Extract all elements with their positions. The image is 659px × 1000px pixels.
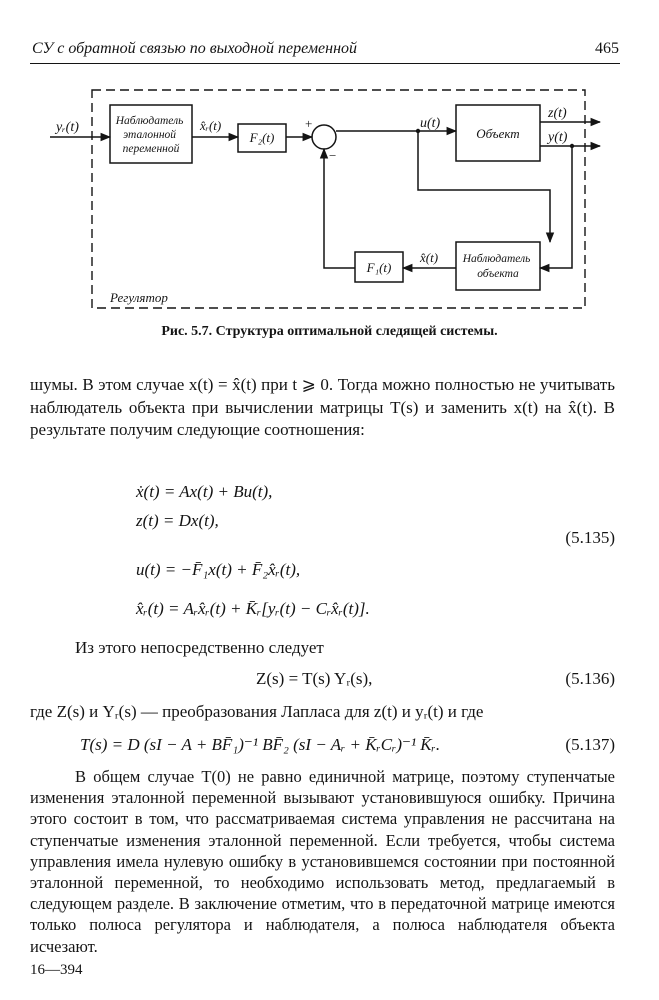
signal-input-label: yᵣ(t) bbox=[56, 120, 79, 135]
block-object-observer-label: Наблюдатель объекта bbox=[462, 253, 531, 280]
block-f2-label: F₂(t) bbox=[249, 130, 275, 145]
equation-5-136: Z(s) = T(s) Yᵣ(s), bbox=[256, 669, 373, 688]
signal-x-hat-label: x̂(t) bbox=[420, 250, 439, 265]
signal-y-label: y(t) bbox=[548, 130, 568, 145]
paragraph-4: В общем случае T(0) не равно единичной матрице, поэтому ступенчатые изменения эталонной переменной вызывают установившуюся ошибку. Причина этого состоит в том, что рассматриваемая система управления не рассчитана на ступенчатые изменения эталонной переменной. Если требуется, чтобы система управления имела нулевую ошибку в установившемся состоянии при постоянной эталонной переменной, то необходимо использовать метод, предлагаемый в следующем разделе. В заключение отметим, что в передаточной матрице имеются только полюса регулятора и наблюдателя, а полюса наблюдателя объекта исчезают. bbox=[30, 767, 615, 956]
paragraph-2: Из этого непосредственно следует bbox=[75, 638, 324, 657]
regulator-label: Регулятор bbox=[110, 290, 168, 305]
summing-junction bbox=[312, 125, 336, 149]
page-number: 465 bbox=[595, 40, 619, 57]
signal-z-label: z(t) bbox=[548, 106, 567, 121]
block-diagram bbox=[0, 68, 659, 320]
eq-line: ẋ(t) = Ax(t) + Bu(t), bbox=[136, 482, 273, 501]
block-object-label: Объект bbox=[476, 126, 520, 141]
equation-number: (5.136) bbox=[565, 669, 615, 688]
plus-sign: + bbox=[305, 116, 313, 131]
block-object-observer bbox=[456, 242, 540, 290]
figure-caption: Рис. 5.7. Структура оптимальной следящей системы. bbox=[161, 324, 498, 339]
eq-line: z(t) = Dx(t), bbox=[136, 511, 219, 530]
eq-line: x̂ᵣ(t) = Aᵣx̂ᵣ(t) + K̄ᵣ[yᵣ(t) − Cᵣx̂ᵣ(t)]. bbox=[136, 599, 370, 618]
equation-number: (5.137) bbox=[565, 735, 615, 754]
block-ref-observer-label: Наблюдатель эталонной переменной bbox=[115, 115, 184, 155]
block-f1-label: F₁(t) bbox=[366, 260, 392, 275]
minus-sign: − bbox=[329, 148, 337, 163]
signature-mark: 16—394 bbox=[30, 962, 83, 978]
eq-line: u(t) = −F̄₁x(t) + F̄₂x̂ᵣ(t), bbox=[136, 560, 301, 579]
running-title: СУ с обратной связью по выходной переменной bbox=[32, 40, 358, 57]
equation-number: (5.135) bbox=[565, 528, 615, 547]
paragraph-3: где Z(s) и Yᵣ(s) — преобразования Лапласа для z(t) и yᵣ(t) и где bbox=[30, 702, 484, 721]
paragraph-1: шумы. В этом случае x(t) = x̂(t) при t ⩾ 0. Тогда можно полностью не учитывать наблюдатель объекта при вычислении матрицы T(s) и заменить x(t) на x̂(t). В результате получим следующие соотношения: bbox=[30, 375, 615, 439]
equation-5-137: T(s) = D (sI − A + BF̄₁)⁻¹ BF̄₂ (sI − Aᵣ + K̄ᵣCᵣ)⁻¹ K̄ᵣ. bbox=[80, 735, 441, 754]
signal-xr-hat-label: x̂ᵣ(t) bbox=[200, 118, 222, 133]
header-rule bbox=[30, 63, 620, 64]
signal-u-label: u(t) bbox=[420, 116, 441, 131]
